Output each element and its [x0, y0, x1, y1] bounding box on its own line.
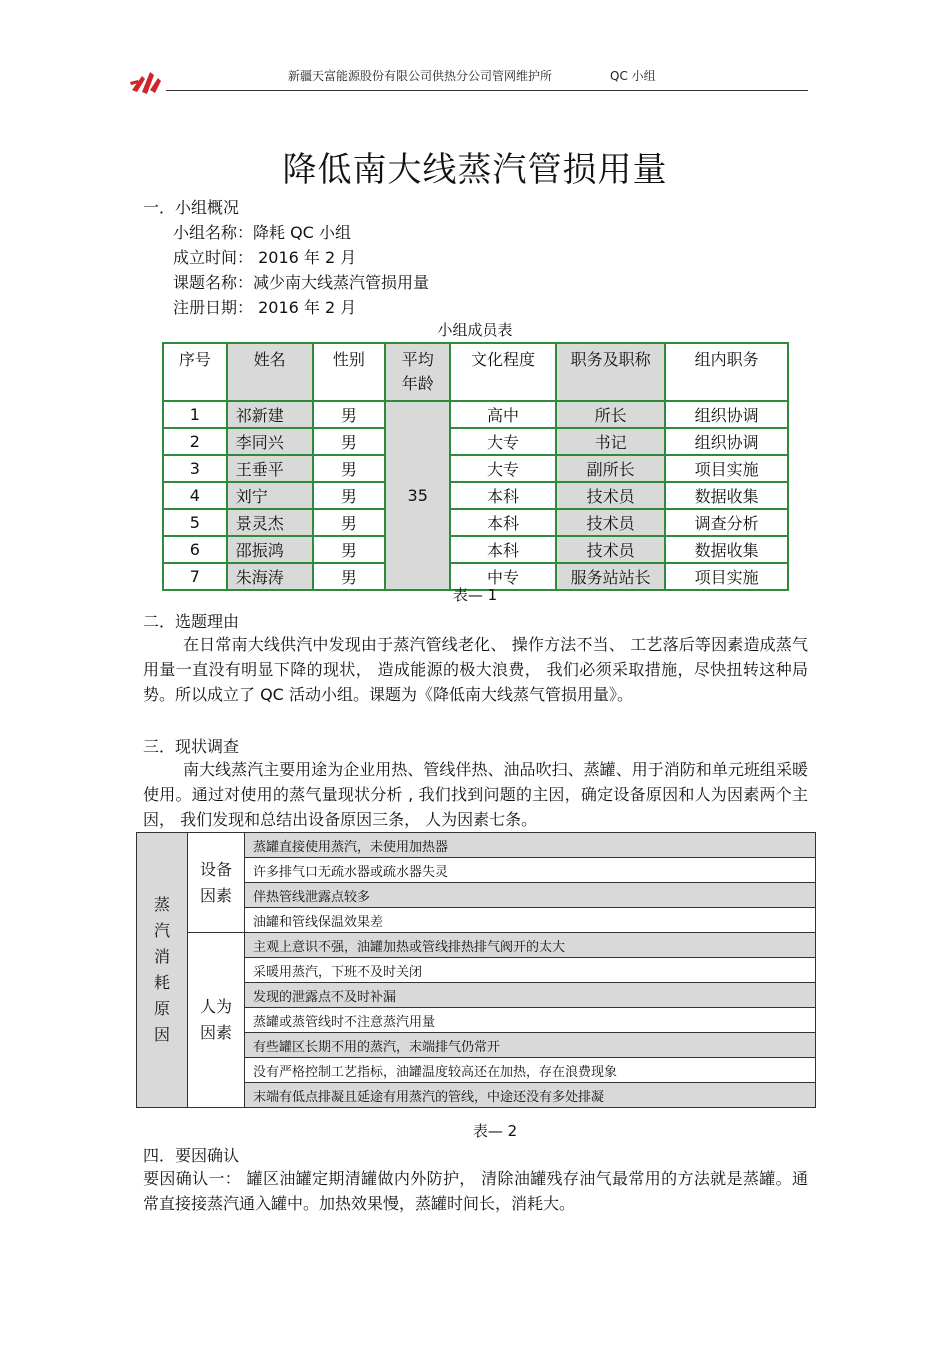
section3-text: 南大线蒸汽主要用途为企业用热、管线伴热、油品吹扫、蒸罐、用于消防和单元班组采暖使用。通过对使用的蒸气量现状分析 , 我们找到问题的主因，确定设备原因和人为因素两个主因， 我们发现和总结出设备原因三条， 人为因素七条。 — [143, 760, 808, 829]
cell-no: 1 — [163, 401, 227, 428]
cell-edu: 大专 — [450, 428, 556, 455]
section4-paragraph — [143, 1166, 808, 1216]
page-header — [128, 64, 808, 98]
cell-role: 组织协调 — [665, 401, 788, 428]
cell-name: 邵振鸿 — [227, 536, 313, 563]
reason-item: 有些罐区长期不用的蒸汽，末端排气仍常开 — [245, 1033, 816, 1058]
cell-name: 祁新建 — [227, 401, 313, 428]
cell-edu: 中专 — [450, 563, 556, 590]
col-header-name: 姓名 — [227, 343, 313, 401]
cell-no: 7 — [163, 563, 227, 590]
header-org: 新疆天富能源股份有限公司供热分公司管网维护所 — [288, 69, 553, 83]
members-header-row — [163, 343, 788, 401]
col-header-sex: 性别 — [313, 343, 386, 401]
cell-no: 6 — [163, 536, 227, 563]
cell-sex: 男 — [313, 536, 386, 563]
reason-item: 发现的泄露点不及时补漏 — [245, 983, 816, 1008]
table-row — [163, 455, 788, 482]
section3-paragraph — [143, 757, 808, 832]
cell-title: 技术员 — [556, 509, 666, 536]
field-registered: 注册日期： 2016 年 2 月 — [173, 298, 357, 317]
reasons-table-label: 表— 2 — [472, 1122, 518, 1140]
table-row — [163, 536, 788, 563]
reason-item: 采暖用蒸汽，下班不及时关闭 — [245, 958, 816, 983]
cell-sex: 男 — [313, 482, 386, 509]
reasons-table — [136, 832, 816, 1108]
category-human — [188, 933, 245, 1108]
cell-sex: 男 — [313, 401, 386, 428]
cell-sex: 男 — [313, 509, 386, 536]
field-founded: 成立时间： 2016 年 2 月 — [173, 248, 357, 267]
cell-no: 5 — [163, 509, 227, 536]
reason-item: 油罐和管线保温效果差 — [245, 908, 816, 933]
cell-title: 副所长 — [556, 455, 666, 482]
section4-text: 要因确认一： 罐区油罐定期清罐做内外防护， 清除油罐残存油气最常用的方法就是蒸罐。通常直接接蒸汽通入罐中。加热效果慢，蒸罐时间长，消耗大。 — [143, 1169, 808, 1213]
section1-heading: 一．小组概况 — [143, 198, 240, 217]
cell-edu: 本科 — [450, 536, 556, 563]
cell-sex: 男 — [313, 563, 386, 590]
cell-sex: 男 — [313, 428, 386, 455]
cell-edu: 高中 — [450, 401, 556, 428]
section3-heading: 三．现状调查 — [143, 737, 240, 756]
reason-item: 末端有低点排凝且延途有用蒸汽的管线，中途还没有多处排凝 — [245, 1083, 816, 1108]
cell-edu: 大专 — [450, 455, 556, 482]
col-header-no: 序号 — [163, 343, 227, 401]
cell-title: 服务站站长 — [556, 563, 666, 590]
cell-name: 景灵杰 — [227, 509, 313, 536]
cell-name: 朱海涛 — [227, 563, 313, 590]
reason-item: 主观上意识不强，油罐加热或管线排热排气阀开的太大 — [245, 933, 816, 958]
field-topic: 课题名称：减少南大线蒸汽管损用量 — [173, 273, 430, 292]
cell-role: 数据收集 — [665, 536, 788, 563]
cell-title: 书记 — [556, 428, 666, 455]
field-group-name: 小组名称：降耗 QC 小组 — [173, 223, 351, 242]
table-row — [163, 482, 788, 509]
category-human-text: 人为因素 — [199, 997, 232, 1042]
header-divider — [166, 90, 808, 91]
col-header-role: 组内职务 — [665, 343, 788, 401]
members-table-caption: 小组成员表 — [437, 321, 513, 339]
section2-paragraph — [143, 632, 808, 707]
cell-edu: 本科 — [450, 482, 556, 509]
members-table-label: 表— 1 — [452, 586, 498, 604]
cell-role: 项目实施 — [665, 563, 788, 590]
table-row — [137, 833, 816, 858]
reason-item: 没有严格控制工艺指标，油罐温度较高还在加热，存在浪费现象 — [245, 1058, 816, 1083]
table-row — [163, 428, 788, 455]
reasons-main-label-text: 蒸汽消耗原因 — [153, 895, 170, 1044]
section4-heading: 四．要因确认 — [143, 1146, 240, 1165]
header-group: QC 小组 — [610, 69, 656, 83]
col-header-age — [385, 343, 450, 401]
cell-avg-age: 35 — [385, 401, 450, 590]
cell-role: 项目实施 — [665, 455, 788, 482]
page-title: 降低南大线蒸汽管损用量 — [282, 150, 668, 190]
cell-edu: 本科 — [450, 509, 556, 536]
cell-name: 李同兴 — [227, 428, 313, 455]
cell-no: 2 — [163, 428, 227, 455]
cell-title: 技术员 — [556, 536, 666, 563]
section2-heading: 二．选题理由 — [143, 612, 240, 631]
cell-no: 3 — [163, 455, 227, 482]
cell-title: 技术员 — [556, 482, 666, 509]
reasons-main-label — [137, 833, 188, 1108]
table-row — [163, 509, 788, 536]
cell-role: 调查分析 — [665, 509, 788, 536]
cell-name: 王垂平 — [227, 455, 313, 482]
reason-item: 蒸罐或蒸管线时不注意蒸汽用量 — [245, 1008, 816, 1033]
cell-title: 所长 — [556, 401, 666, 428]
category-equipment-text: 设备因素 — [199, 859, 232, 905]
members-table — [162, 342, 789, 591]
table-row — [137, 933, 816, 958]
cell-role: 数据收集 — [665, 482, 788, 509]
col-header-age-text: 平均年龄 — [401, 350, 434, 393]
cell-name: 刘宁 — [227, 482, 313, 509]
col-header-edu: 文化程度 — [450, 343, 556, 401]
cell-sex: 男 — [313, 455, 386, 482]
section2-text: 在日常南大线供汽中发现由于蒸汽管线老化、 操作方法不当、 工艺落后等因素造成蒸气用量一直没有明显下降的现状， 造成能源的极大浪费， 我们必须采取措施，尽快扭转这种局势。所以成立了 QC 活动小组。课题为《降低南大线蒸气管损用量》。 — [143, 635, 808, 704]
cell-no: 4 — [163, 482, 227, 509]
col-header-title: 职务及职称 — [556, 343, 666, 401]
company-logo-icon — [128, 68, 164, 98]
category-equipment — [188, 833, 245, 933]
cell-role: 组织协调 — [665, 428, 788, 455]
reason-item: 伴热管线泄露点较多 — [245, 883, 816, 908]
table-row — [163, 401, 788, 428]
reason-item: 蒸罐直接使用蒸汽，未使用加热器 — [245, 833, 816, 858]
reason-item: 许多排气口无疏水器或疏水器失灵 — [245, 858, 816, 883]
